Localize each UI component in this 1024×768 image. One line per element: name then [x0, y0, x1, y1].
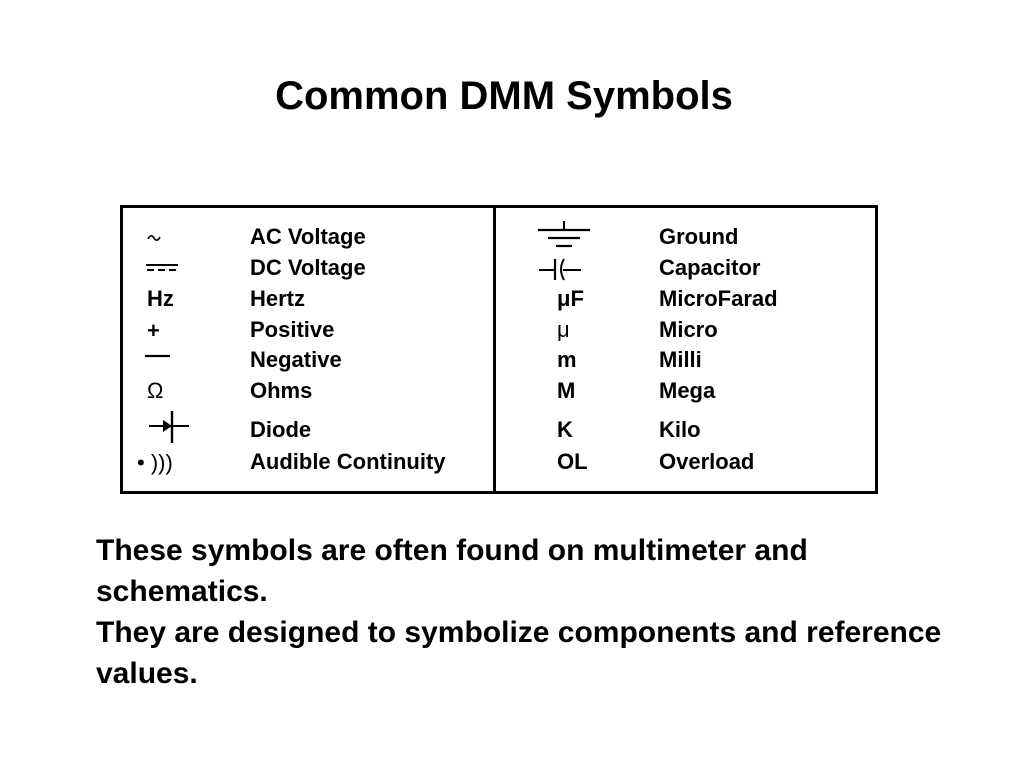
paragraph: These symbols are often found on multimeter and schematics. [96, 534, 808, 608]
left-symbol: Hz [147, 286, 174, 311]
ac-wave-icon [146, 230, 162, 246]
right-symbol: OL [557, 449, 588, 474]
right-symbol: μF [557, 286, 584, 311]
right-symbol: μ [557, 317, 570, 342]
right-symbol: m [557, 347, 577, 372]
left-meaning: Hertz [250, 286, 306, 311]
right-meaning: Kilo [659, 417, 701, 442]
left-meaning: Diode [250, 417, 312, 442]
dc-voltage-icon [144, 260, 180, 276]
right-meaning: Micro [659, 317, 718, 342]
left-symbol: + [147, 318, 160, 343]
right-symbol: K [557, 417, 573, 442]
left-meaning: DC Voltage [250, 255, 366, 280]
right-symbol: M [557, 378, 576, 403]
left-meaning: Negative [250, 347, 342, 372]
right-meaning: Mega [659, 378, 716, 403]
right-meaning: Ground [659, 224, 739, 249]
left-symbol: Ω [147, 378, 164, 403]
left-meaning: Positive [250, 317, 335, 342]
left-meaning: Audible Continuity [250, 449, 446, 474]
left-meaning: Ohms [250, 378, 313, 403]
right-meaning: Milli [659, 347, 702, 372]
symbols-table [120, 205, 878, 494]
right-meaning: Capacitor [659, 255, 761, 280]
capacitor-icon [537, 256, 583, 282]
left-meaning: AC Voltage [250, 224, 366, 249]
right-meaning: Overload [659, 449, 755, 474]
continuity-icon: • ))) [137, 450, 173, 475]
page-title: Common DMM Symbols [275, 74, 733, 118]
ground-icon [536, 220, 592, 250]
right-meaning: MicroFarad [659, 286, 778, 311]
paragraph: They are designed to symbolize components and reference values. [96, 616, 942, 690]
body-text [96, 530, 976, 694]
diode-icon [147, 409, 191, 445]
minus-bar-icon [144, 352, 172, 360]
table-divider [493, 205, 496, 494]
